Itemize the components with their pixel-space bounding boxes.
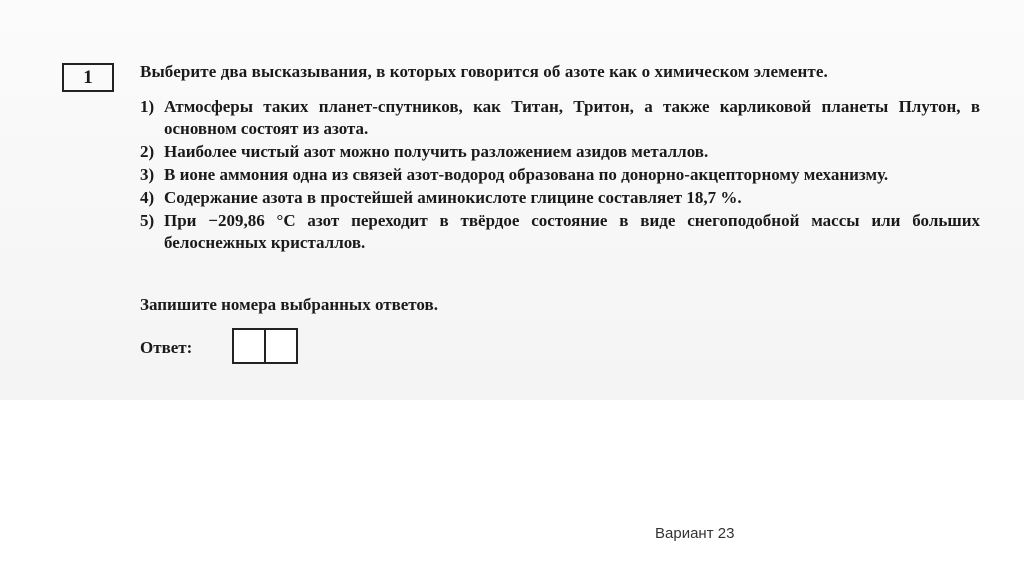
variant-footer: Вариант 23	[655, 525, 735, 542]
answer-label: Ответ:	[140, 338, 193, 357]
option-number: 2)	[140, 142, 155, 161]
task-number: 1	[83, 66, 93, 88]
answer-box-2[interactable]	[264, 328, 298, 364]
option-2	[140, 141, 980, 163]
option-text: Атмосферы таких планет-спутников, как Титан, Тритон, а также карликовой планеты Плутон, в основном состоят из азота.	[164, 97, 980, 138]
task-number-box	[62, 63, 114, 92]
answer-box-1[interactable]	[232, 328, 266, 364]
option-number: 4)	[140, 188, 155, 207]
question-text: Выберите два высказывания, в которых говорится об азоте как о химическом элементе.	[140, 62, 828, 81]
option-1	[140, 96, 980, 140]
option-number: 1)	[140, 97, 155, 116]
instruction-text: Запишите номера выбранных ответов.	[140, 295, 438, 314]
option-5	[140, 210, 980, 254]
option-3	[140, 164, 980, 186]
options-list	[140, 96, 980, 255]
answer-boxes	[232, 328, 298, 364]
option-4	[140, 187, 980, 209]
option-number: 5)	[140, 211, 155, 230]
option-text: При −209,86 °С азот переходит в твёрдое состояние в виде снегоподобной массы или больших белоснежных кристаллов.	[164, 211, 980, 252]
option-number: 3)	[140, 165, 155, 184]
option-text: Содержание азота в простейшей аминокислоте глицине составляет 18,7 %.	[164, 188, 742, 207]
option-text: Наиболее чистый азот можно получить разложением азидов металлов.	[164, 142, 709, 161]
option-text: В ионе аммония одна из связей азот-водород образована по донорно-акцепторному механизму.	[164, 165, 889, 184]
